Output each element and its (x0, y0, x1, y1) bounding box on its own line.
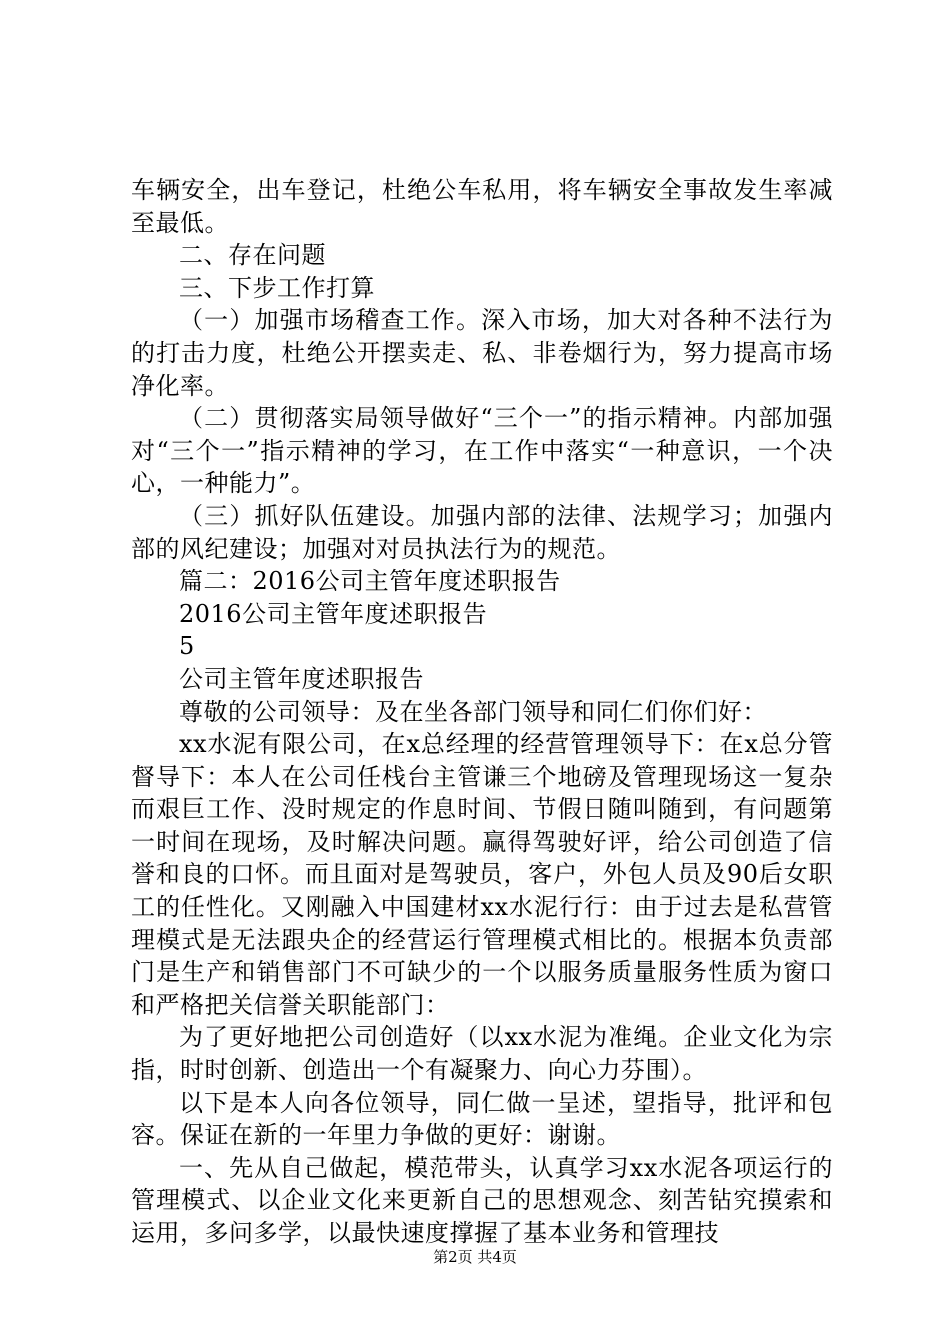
body-paragraph: 车辆安全，出车登记，杜绝公车私用，将车辆安全事故发生率减至最低。 (131, 176, 833, 237)
body-paragraph: xx水泥有限公司，在x总经理的经营管理领导下：在x总分管督导下：本人在公司任栈台主管谦三个地磅及管理现场这一复杂而艰巨工作、没时规定的作息时间、节假日随叫随到，有问题第一时间在现场，及时解决问题。赢得驾驶好评，给公司创造了信誉和良的口怀。而且面对是驾驶员，客户，外包人员及90后女职工的任性化。又刚融入中国建材xx水泥行行：由于过去是私营管理模式是无法跟央企的经营运行管理模式相比的。根据本负责部门是生产和销售部门不可缺少的一个以服务质量服务性质为窗口和严格把关信誉关职能部门： (131, 730, 833, 1019)
body-paragraph: 为了更好地把公司创造好（以xx水泥为准绳。企业文化为宗指，时时创新、创造出一个有凝聚力、向心力芬围）。 (131, 1023, 833, 1085)
body-paragraph: 公司主管年度述职报告 (179, 664, 424, 693)
body-paragraph: （三）抓好队伍建设。加强内部的法律、法规学习；加强内部的风纪建设；加强对对员执法行为的规范。 (131, 501, 833, 563)
body-paragraph: （一）加强市场稽查工作。深入市场，加大对各种不法行为的打击力度，杜绝公开摆卖走、私、非卷烟行为，努力提高市场净化率。 (131, 306, 833, 400)
page-footer: 第2页 共4页 (433, 1248, 517, 1266)
body-paragraph: 篇二：2016公司主管年度述职报告 (179, 567, 561, 596)
body-paragraph: 以下是本人向各位领导，同仁做一呈述，望指导，批评和包容。保证在新的一年里力争做的更好：谢谢。 (131, 1088, 833, 1150)
body-paragraph: 2016公司主管年度述职报告 (179, 599, 488, 628)
document-body (131, 174, 833, 1250)
body-paragraph: 一、先从自己做起，模范带头，认真学习xx水泥各项运行的管理模式、以企业文化来更新自己的思想观念、刻苦钻究摸索和运用，多问多学，以最快速度撑握了基本业务和管理技 (131, 1153, 833, 1247)
body-paragraph: 二、存在问题 (179, 241, 326, 270)
body-paragraph: 尊敬的公司领导：及在坐各部门领导和同仁们你们好： (179, 697, 767, 726)
body-paragraph: （二）贯彻落实局领导做好“三个一”的指示精神。内部加强对“三个一”指示精神的学习，在工作中落实“一种意识，一个决心，一种能力”。 (131, 404, 833, 498)
body-paragraph: 三、下步工作打算 (179, 273, 375, 302)
body-paragraph: 5 (179, 632, 195, 661)
